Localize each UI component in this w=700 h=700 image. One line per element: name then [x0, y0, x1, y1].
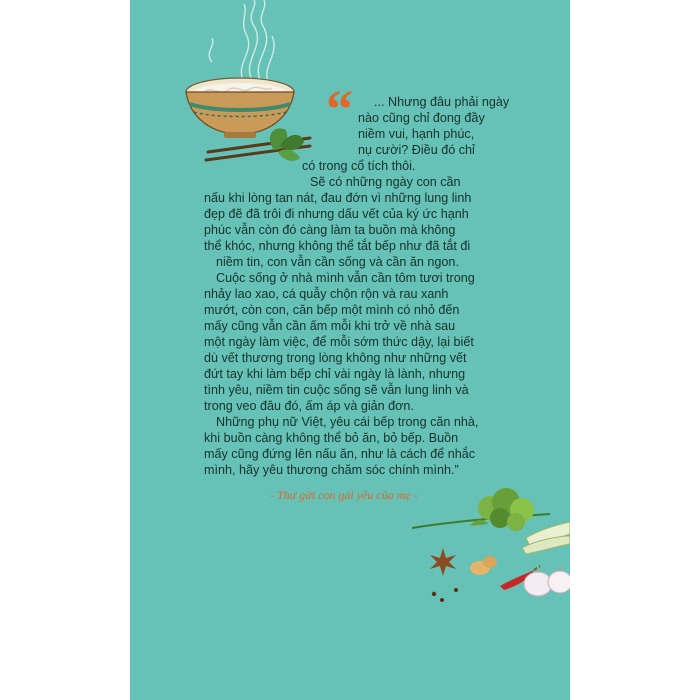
quote-line: Những phụ nữ Việt, yêu cái bếp trong căn nhà,	[216, 415, 479, 429]
quote-line: dù vết thương trong lòng không như những vết	[204, 351, 467, 365]
quote-line: mướt, còn con, căn bếp một mình có nhỏ đến	[204, 303, 460, 317]
quote-line: thể khóc, nhưng không thể tắt bếp như đã tắt đi	[204, 239, 471, 253]
peppercorn-icon	[432, 588, 458, 602]
quote-line: đẹp đẽ đã trôi đi nhưng dấu vết của ký ức hạnh	[204, 207, 469, 221]
quote-line: tình yêu, niềm tin cuộc sống sẽ vẫn lung linh và	[204, 383, 469, 397]
lemongrass-icon	[522, 522, 570, 554]
steam-icon	[209, 0, 274, 82]
quote-line: niềm vui, hạnh phúc,	[358, 127, 475, 141]
quote-line: nụ cười? Điều đó chỉ	[358, 143, 475, 157]
quote-line: phúc vẫn còn đó càng làm ta buồn mà không	[204, 223, 456, 237]
quote-line: trong veo đâu đó, ấm áp và giản đơn.	[204, 399, 414, 413]
ginger-icon	[470, 556, 497, 575]
noodle-bowl-illustration	[182, 0, 312, 170]
star-anise-icon	[430, 548, 456, 576]
quote-signature: - Thư gửi con gái yêu của mẹ -	[270, 488, 418, 502]
quote-line: mấy cũng vẫn cần ấm mỗi khi trở về nhà sau	[204, 319, 456, 333]
herbs-spices-illustration	[410, 478, 570, 608]
quote-line: Sẽ có những ngày con cần	[310, 175, 461, 189]
quote-line: nhảy lao xao, cá quẫy chộn rộn và rau xanh	[204, 287, 449, 301]
herb-sprig-icon	[412, 488, 550, 531]
opening-quote-mark: “	[326, 79, 353, 139]
quote-line: mấy cũng đứng lên nấu ăn, như là cách để nhắc	[204, 447, 476, 461]
quote-line: nấu khi lòng tan nát, đau đớn vì những lung linh	[204, 191, 472, 205]
quote-line: đứt tay khi làm bếp chỉ vài ngày là lành, nhưng	[204, 367, 466, 381]
quote-line: Cuộc sống ở nhà mình vẫn cần tôm tươi trong	[216, 271, 475, 285]
basil-leaf-icon	[270, 128, 304, 160]
garlic-icon	[524, 566, 570, 596]
quote-line: niềm tin, con vẫn cần sống và cần ăn ngon.	[216, 255, 459, 269]
book-page	[130, 0, 570, 700]
quote-line: khi buồn càng không thể bỏ ăn, bỏ bếp. Buồn	[204, 431, 459, 445]
quote-line: nào cũng chỉ đong đầy	[358, 111, 485, 125]
quote-line: có trong cổ tích thôi.	[302, 159, 416, 173]
quote-line: ... Nhưng đâu phải ngày	[374, 95, 510, 109]
quote-line: một ngày làm việc, để mỗi sớm thức dậy, lại biết	[204, 335, 474, 349]
quote-line: mình, hãy yêu thương chăm sóc chính mình.”	[204, 463, 459, 477]
